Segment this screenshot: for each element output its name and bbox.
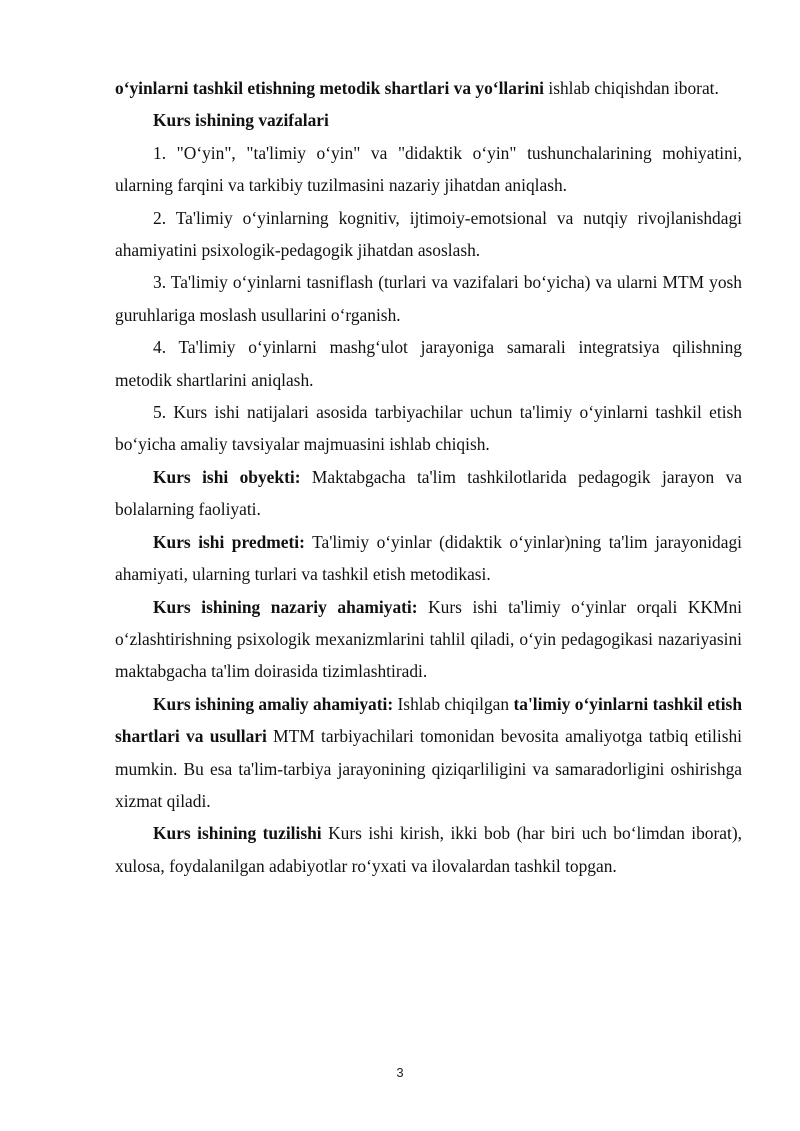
paragraph-text: Kurs ishi ta'limiy o‘yinlar orqali KKMni o‘zlashtirishning psixologik mexanizmlarini tahlil qiladi, o‘yin pedagogikasi nazariyasini maktabgacha ta'lim doirasida tizimlashtiradi.: [115, 596, 742, 682]
task-item-5: 5. Kurs ishi natijalari asosida tarbiyachilar uchun ta'limiy o‘yinlarni tashkil etish bo‘yicha amaliy tavsiyalar majmuasini ishlab chiqish.: [115, 402, 742, 455]
heading-tasks: [115, 104, 742, 136]
task-item-4: 4. Ta'limiy o‘yinlarni mashg‘ulot jarayoniga samarali integratsiya qilishning metodik shartlarini aniqlash.: [115, 337, 742, 390]
label-structure: Kurs ishining tuzilishi: [153, 823, 322, 844]
paragraph-object: [115, 461, 742, 526]
task-item-3: 3. Ta'limiy o‘yinlarni tasniflash (turlari va vazifalari bo‘yicha) va ularni MTM yosh guruhlariga moslash usullarini o‘rganish.: [115, 272, 742, 325]
page-number: 3: [396, 1065, 404, 1080]
bold-phrase: ta'limiy o‘yinlarni tashkil etish shartlari va usullari: [115, 693, 742, 747]
task-item-2: 2. Ta'limiy o‘yinlarning kognitiv, ijtimoiy-emotsional va nutqiy rivojlanishdagi ahamiyatini psixologik-pedagogik jihatdan asoslash.: [115, 207, 742, 261]
paragraph-text: Kurs ishi kirish, ikki bob (har biri uch bo‘limdan iborat), xulosa, foydalanilgan adabiyotlar ro‘yxati va ilovalardan tashkil topgan.: [115, 823, 742, 876]
paragraph-structure: [115, 817, 742, 882]
paragraph-aim-continuation: [115, 72, 742, 104]
paragraph-theoretical-significance: [115, 591, 742, 688]
bold-phrase: o‘yinlarni tashkil etishning metodik shartlari va yo‘llarini: [115, 78, 545, 98]
paragraph-text: MTM tarbiyachilari tomonidan bevosita amaliyotga tatbiq etilishi mumkin. Bu esa ta'lim-tarbiya jarayonining qiziqarliligini va samaradorligini oshirishga xizmat qiladi.: [115, 726, 742, 811]
page-body: [115, 72, 742, 882]
paragraph-practical-significance: [115, 688, 742, 818]
heading-text: Kurs ishining vazifalari: [153, 110, 329, 131]
paragraph-text: Maktabgacha ta'lim tashkilotlarida pedagogik jarayon va bolalarning faoliyati.: [115, 466, 742, 520]
paragraph-subject: [115, 526, 742, 591]
task-item-1: 1. "O‘yin", "ta'limiy o‘yin" va "didaktik o‘yin" tushunchalarining mohiyatini, ularning farqini va tarkibiy tuzilmasini nazariy jihatdan aniqlash.: [115, 142, 742, 196]
label-practical-significance: Kurs ishining amaliy ahamiyati:: [153, 693, 394, 714]
paragraph-text: ishlab chiqishdan iborat.: [544, 78, 719, 98]
paragraph-text: Ta'limiy o‘yinlar (didaktik o‘yinlar)ning ta'lim jarayonidagi ahamiyati, ularning turlari va tashkil etish metodikasi.: [115, 531, 742, 585]
paragraph-text: Ishlab chiqilgan: [393, 693, 514, 714]
label-object: Kurs ishi obyekti:: [153, 466, 301, 487]
label-theoretical-significance: Kurs ishining nazariy ahamiyati:: [153, 596, 418, 617]
label-subject: Kurs ishi predmeti:: [153, 531, 305, 552]
